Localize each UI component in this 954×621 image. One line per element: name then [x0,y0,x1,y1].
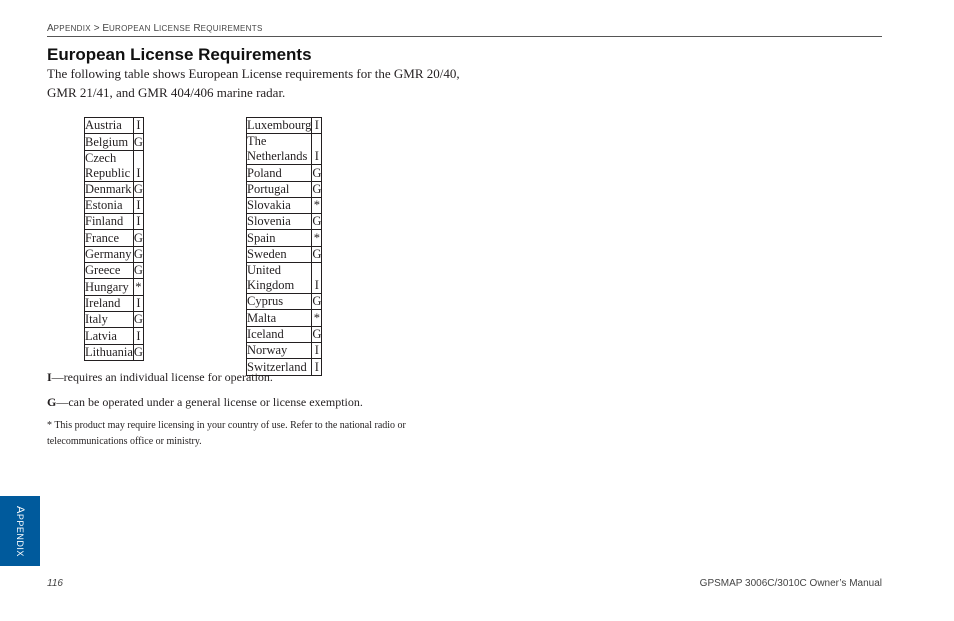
side-tab-label: APPENDIX [14,505,26,557]
license-code: G [312,165,322,180]
license-code: I [312,342,322,358]
country-name: Luxembourg [247,118,312,133]
table-row [85,150,144,181]
license-code: G [133,344,143,359]
license-code: G [312,294,322,309]
country-name: Latvia [85,328,134,344]
license-code: G [133,230,143,245]
table-row [85,311,144,327]
license-code: I [312,263,322,294]
table-row [247,165,322,181]
country-name: Norway [247,342,312,358]
legend-text-g: —can be operated under a general license or license exemption. [56,395,363,409]
country-name: Lithuania [85,344,133,359]
license-code: G [133,181,143,196]
license-code: G [133,247,143,262]
license-code: I [133,197,143,213]
table-row [247,134,322,165]
table-row [247,342,322,358]
table-row [85,344,144,360]
license-code: I [133,118,143,134]
table-row [85,246,144,262]
intro-paragraph: The following table shows European License requirements for the GMR 20/40, GMR 21/41, and GMR 404/406 marine radar. [47,66,460,100]
country-name: Slovakia [247,197,312,213]
license-code: G [312,247,322,262]
license-code: G [133,312,143,327]
country-name: Switzerland [247,359,312,375]
country-name: Estonia [85,197,134,213]
country-name: Cyprus [247,294,312,310]
country-name: Belgium [85,134,134,150]
appendix-side-tab[interactable] [0,496,40,566]
country-name: Portugal [247,181,312,197]
page-title: European License Requirements [47,45,312,64]
table-row [247,326,322,342]
table-row [247,118,322,134]
license-code: G [312,181,322,196]
license-code: I [133,328,143,344]
manual-title: GPSMAP 3006C/3010C Owner’s Manual [699,578,882,589]
license-code: * [135,279,142,294]
country-name: The Netherlands [247,134,312,165]
country-name: Denmark [85,181,132,196]
table-row [85,295,144,311]
country-name: Sweden [247,246,312,262]
license-table-left [84,117,144,361]
page-number: 116 [47,578,63,589]
country-name: Czech Republic [85,150,134,181]
table-row [247,214,322,230]
table-row [247,197,322,213]
table-row [85,134,144,150]
table-row [85,230,144,246]
legend-text-i: —requires an individual license for operation. [51,370,273,384]
table-row [247,246,322,262]
country-name: Poland [247,165,312,181]
country-name: Finland [85,214,134,230]
table-row [85,214,144,230]
license-code: G [133,263,143,278]
breadcrumb [47,23,882,37]
country-name: Italy [85,311,134,327]
country-name: Malta [247,310,312,326]
legend-general [47,394,363,410]
country-name: Slovenia [247,214,312,230]
breadcrumb-section: APPENDIX [47,23,91,34]
license-code: I [133,150,143,181]
license-code: G [312,326,322,341]
license-table-right [246,117,322,376]
breadcrumb-page: EUROPEAN LICENSE REQUIREMENTS [102,23,263,34]
country-name: Germany [85,247,132,262]
license-code: I [312,359,322,375]
table-row [247,181,322,197]
license-code: * [313,198,320,213]
country-name: Iceland [247,326,312,342]
table-row [247,230,322,246]
table-row [85,197,144,213]
table-row [85,118,144,134]
license-code: G [133,134,143,149]
footnote: * This product may require licensing in your country of use. Refer to the national radio or telecommunications office or ministry. [47,420,406,447]
license-code: I [312,118,322,134]
legend-key-g: G [47,395,57,409]
table-row [247,294,322,310]
table-row [247,310,322,326]
country-name: France [85,230,134,246]
license-code: I [133,214,143,230]
license-code: G [312,214,322,229]
table-row [85,328,144,344]
license-code: I [312,134,322,165]
table-row [85,279,144,295]
country-name: United Kingdom [247,263,312,294]
country-name: Austria [85,118,134,134]
license-code: I [133,295,143,311]
country-name: Hungary [85,279,134,295]
license-code: * [313,310,320,325]
legend-individual [47,369,273,385]
license-code: * [313,230,320,245]
legend-key-i: I [47,370,52,384]
table-row [85,263,144,279]
table-row [247,263,322,294]
country-name: Greece [85,263,134,279]
country-name: Ireland [85,295,134,311]
table-row [85,181,144,197]
breadcrumb-separator: > [93,23,100,34]
country-name: Spain [247,230,312,246]
